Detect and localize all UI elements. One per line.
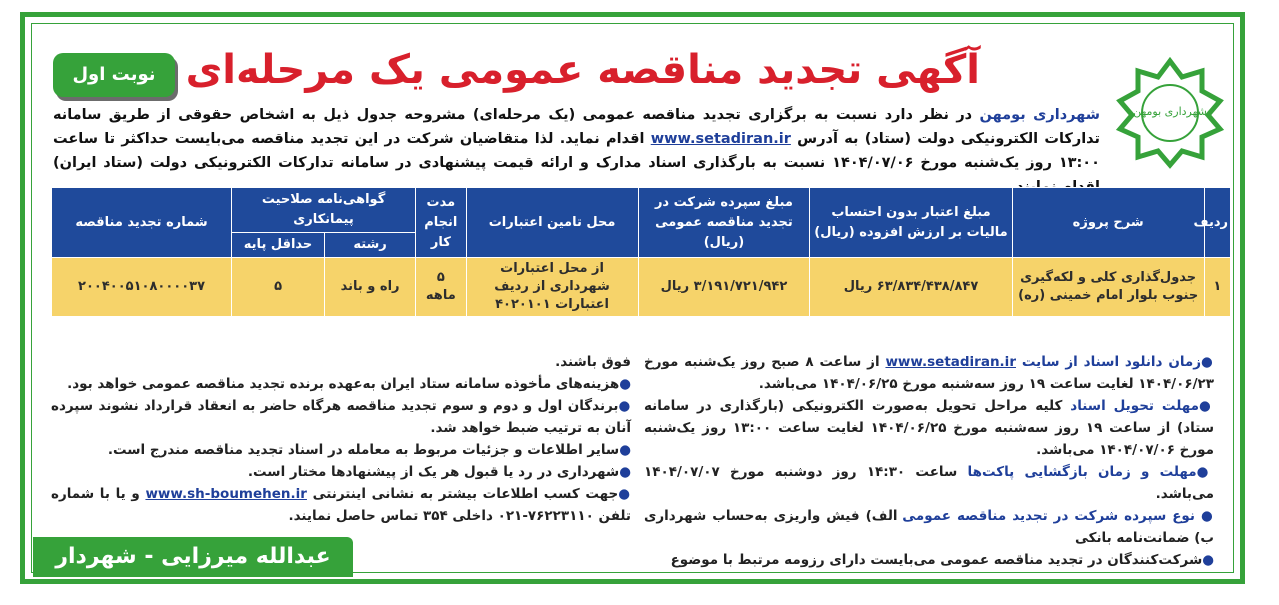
ad-frame: [20, 12, 1245, 584]
signature-banner: عبدالله میرزایی - شهردار: [33, 537, 353, 577]
logo-text: شهرداری بومهن: [1133, 105, 1207, 118]
deposit-text: الف) فیش واریزی به‌حساب شهرداری ب) ضمانت‌نامه بانکی: [644, 508, 1214, 546]
resume-item: ●شرکت‌کنندگان در تجدید مناقصه عمومی می‌بایست دارای رزومه مرتبط با موضوع: [670, 552, 1214, 568]
fees-item: ●هزینه‌های مأخوذه سامانه ستاد ایران به‌عهده برنده تجدید مناقصه عمومی خواهد بود.: [67, 376, 631, 392]
tender-table: [51, 187, 1231, 317]
opening-item: ●مهلت و زمان بازگشایی پاکت‌ها ساعت ۱۴:۳۰ روز دوشنبه مورخ ۱۴۰۴/۰۷/۰۷ می‌باشد.: [644, 464, 1214, 502]
right-column: [644, 351, 1214, 571]
opening-text: ساعت ۱۴:۳۰ روز دوشنبه مورخ ۱۴۰۴/۰۷/۰۷ می‌باشد.: [644, 464, 1214, 502]
deposit-label: نوع سپرده شرکت در تجدید مناقصه عمومی: [902, 508, 1195, 524]
intro-text-1: در نظر دارد نسبت به برگزاری تجدید مناقصه عمومی (یک مرحله‌ای) مشروحه جدول ذیل به اشخاص حقوقی از طریق سامانه تدارکات الکترونیکی دولت (ستاد) به آدرس: [53, 107, 1100, 147]
header-tender-number: شماره تجدید مناقصه: [52, 188, 232, 258]
cell-row-number: ۱: [1204, 258, 1230, 317]
cell-funding-source: از محل اعتبارات شهرداری از ردیف اعتبارات ۴۰۲۰۱۰۱: [466, 258, 638, 317]
delivery-label: مهلت تحویل اسناد: [1070, 398, 1199, 414]
header-row-number: ردیف: [1204, 188, 1230, 258]
contact-text-2: و یا با شماره تلفن ۷۶۲۲۳۱۱۰-۰۲۱ داخلی ۳۵۴ تماس حاصل نمایند.: [51, 486, 631, 524]
download-label: زمان دانلود اسناد از سایت: [1021, 354, 1202, 370]
left-column: [51, 351, 631, 527]
cell-description: جدول‌گذاری کلی و لکه‌گیری جنوب بلوار امام خمینی (ره): [1012, 258, 1204, 317]
resume-text: شرکت‌کنندگان در تجدید مناقصه عمومی می‌بایست دارای رزومه مرتبط با موضوع: [670, 552, 1203, 568]
contact-item: ●جهت کسب اطلاعات بیشتر به نشانی اینترنتی www.sh-boumehen.ir و یا با شماره تلفن ۷۶۲۲۳۱۱۰-۰۲۱ داخلی ۳۵۴ تماس حاصل نمایند.: [51, 486, 632, 524]
deposit-item: ● نوع سپرده شرکت در تجدید مناقصه عمومی الف) فیش واریزی به‌حساب شهرداری ب) ضمانت‌نامه بانکی: [644, 508, 1215, 546]
winners-text: برندگان اول و دوم و سوم تجدید مناقصه هرگاه حاضر به انعقاد قرارداد نشوند سپرده آنان به ترتیب ضبط خواهد شد.: [51, 398, 631, 436]
header-field: رشته: [325, 233, 416, 258]
opening-label: مهلت و زمان بازگشایی پاکت‌ها: [967, 464, 1197, 480]
table-row: [52, 258, 1231, 317]
info-item: ●سایر اطلاعات و جزئیات مربوط به معامله در اسناد تجدید مناقصه مندرج است.: [107, 442, 631, 458]
info-text: سایر اطلاعات و جزئیات مربوط به معامله در اسناد تجدید مناقصه مندرج است.: [107, 442, 620, 458]
first-round-badge: نوبت اول: [53, 53, 175, 97]
header-grade: حداقل پایه: [232, 233, 325, 258]
contact-text-1: جهت کسب اطلاعات بیشتر به نشانی اینترنتی: [306, 486, 619, 502]
rights-item: ●شهرداری در رد یا قبول هر یک از پیشنهادها مختار است.: [247, 464, 631, 480]
setadiran-link[interactable]: www.setadiran.ir: [650, 131, 791, 147]
cell-deposit: ۳/۱۹۱/۷۲۱/۹۴۲ ریال: [638, 258, 810, 317]
cell-grade: ۵: [232, 258, 325, 317]
winners-item: ●برندگان اول و دوم و سوم تجدید مناقصه هرگاه حاضر به انعقاد قرارداد نشوند سپرده آنان به ترتیب ضبط خواهد شد.: [51, 398, 631, 436]
cell-duration: ۵ ماهه: [416, 258, 467, 317]
header-description: شرح پروژه: [1012, 188, 1204, 258]
cell-tender-number: ۲۰۰۴۰۰۵۱۰۸۰۰۰۰۳۷: [52, 258, 232, 317]
rights-text: شهرداری در رد یا قبول هر یک از پیشنهادها مختار است.: [247, 464, 620, 480]
cell-field: راه و باند: [325, 258, 416, 317]
download-text: از ساعت ۸ صبح روز یک‌شنبه مورخ ۱۴۰۴/۰۶/۲۳ لغایت ساعت ۱۹ روز سه‌شنبه مورخ ۱۴۰۴/۰۶/۲۵ می‌باشد.: [644, 354, 1214, 392]
intro-paragraph: [53, 103, 1100, 199]
fees-text: هزینه‌های مأخوذه سامانه ستاد ایران به‌عهده برنده تجدید مناقصه عمومی خواهد بود.: [67, 376, 620, 392]
municipality-link[interactable]: www.sh-boumehen.ir: [145, 486, 307, 502]
download-item: ●زمان دانلود اسناد از سایت www.setadiran.ir از ساعت ۸ صبح روز یک‌شنبه مورخ ۱۴۰۴/۰۶/۲۳ لغایت ساعت ۱۹ روز سه‌شنبه مورخ ۱۴۰۴/۰۶/۲۵ می‌باشد.: [644, 354, 1214, 392]
delivery-item: ●مهلت تحویل اسناد کلیه مراحل تحویل به‌صورت الکترونیکی (بارگذاری در سامانه ستاد) از ساعت ۱۹ روز سه‌شنبه مورخ ۱۴۰۴/۰۶/۲۵ لغایت ساعت ۱۳:۰۰ روز یک‌شنبه مورخ ۱۴۰۴/۰۷/۰۶ می‌باشد.: [644, 398, 1215, 458]
header-deposit: مبلغ سپرده شرکت در تجدید مناقصه عمومی (ریال): [638, 188, 810, 258]
header-credit: مبلغ اعتبار بدون احتساب مالیات بر ارزش افزوده (ریال): [810, 188, 1012, 258]
header-duration: مدت انجام کار: [416, 188, 467, 258]
cell-credit: ۶۳/۸۳۴/۴۳۸/۸۴۷ ریال: [810, 258, 1012, 317]
header-funding-source: محل تامین اعتبارات: [466, 188, 638, 258]
municipality-logo: [1114, 57, 1226, 169]
download-link[interactable]: www.setadiran.ir: [885, 354, 1016, 370]
continuation-text: فوق باشند.: [555, 354, 631, 370]
ad-title: آگهی تجدید مناقصه عمومی یک مرحله‌ای: [185, 47, 980, 93]
header-certificate: گواهی‌نامه صلاحیت پیمانکاری: [232, 188, 416, 233]
intro-text-2: اقدام نماید. لذا متقاضیان شرکت در این تجدید مناقصه می‌بایست حداکثر تا ساعت ۱۳:۰۰ روز یک‌شنبه مورخ ۱۴۰۴/۰۷/۰۶ نسبت به بارگذاری اسناد مدارک و ارائه قیمت پیشنهادی در سامانه تدارکات الکترونیکی دولت (ستاد ایران): [53, 131, 1101, 171]
org-name: شهرداری بومهن: [979, 107, 1100, 123]
delivery-text: کلیه مراحل تحویل به‌صورت الکترونیکی (بارگذاری در سامانه ستاد) از ساعت ۱۹ روز سه‌شنبه مورخ ۱۴۰۴/۰۶/۲۵ لغایت ساعت ۱۳:۰۰ روز یک‌شنبه مورخ ۱۴۰۴/۰۷/۰۶ می‌باشد.: [644, 398, 1214, 458]
